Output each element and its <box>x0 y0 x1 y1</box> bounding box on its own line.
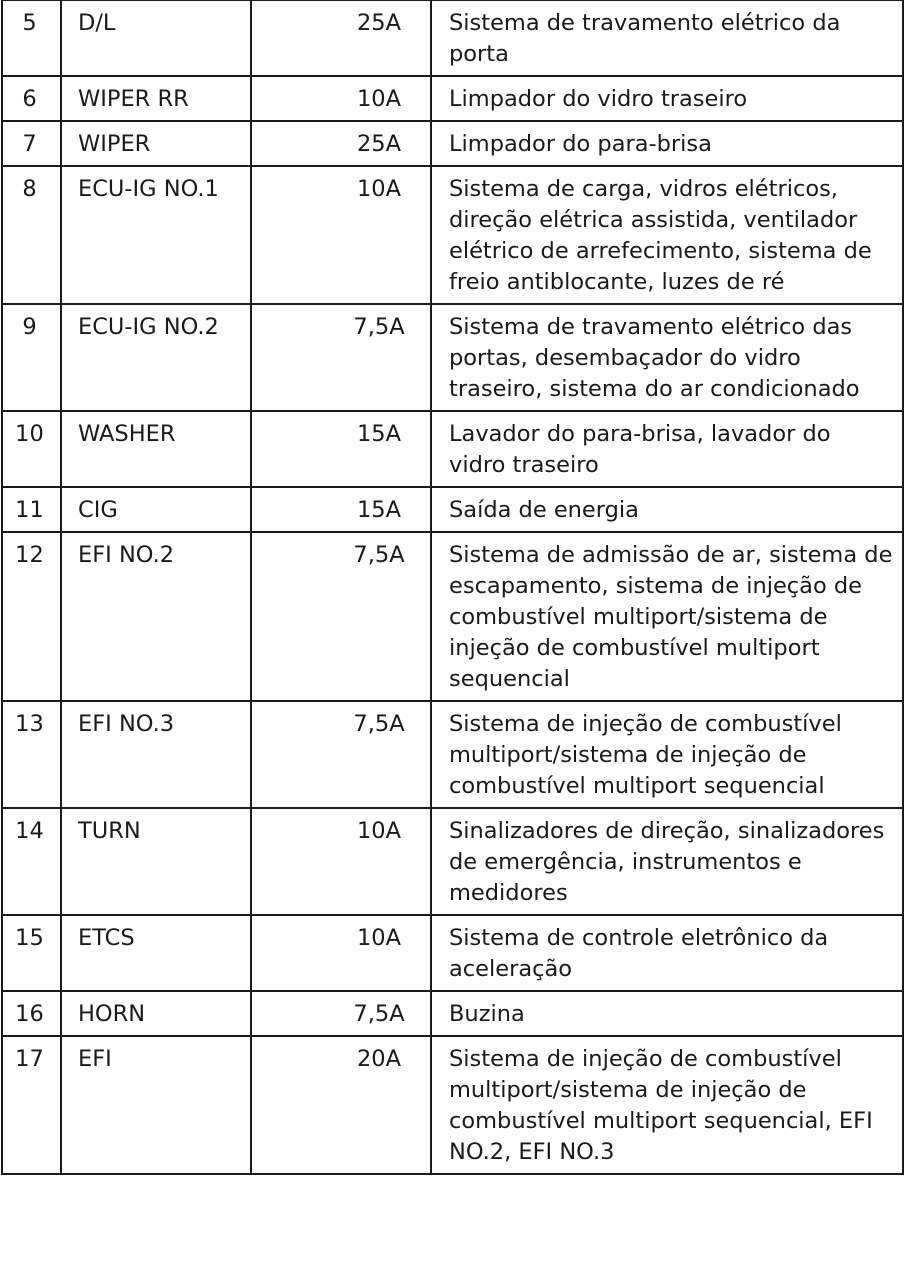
table-row <box>2 1036 903 1174</box>
fuse-amperage: 10A <box>251 76 431 121</box>
fuse-name: CIG <box>61 487 251 532</box>
fuse-amperage: 10A <box>251 808 431 915</box>
table-row <box>2 808 903 915</box>
fuse-name: EFI <box>61 1036 251 1174</box>
fuse-name: WIPER <box>61 121 251 166</box>
fuse-number: 13 <box>2 701 61 808</box>
fuse-amperage: 15A <box>251 411 431 487</box>
table-row <box>2 991 903 1036</box>
fuse-number: 16 <box>2 991 61 1036</box>
fuse-amperage: 10A <box>251 166 431 304</box>
table-row <box>2 166 903 304</box>
fuse-description: Saída de energia <box>431 487 903 532</box>
fuse-description: Sistema de travamento elétrico das portas, desembaçador do vidro traseiro, sistema do ar condicionado <box>431 304 903 411</box>
table-row <box>2 487 903 532</box>
fuse-description: Sistema de admissão de ar, sistema de escapamento, sistema de injeção de combustível multiport/sistema de injeção de combustível multiport sequencial <box>431 532 903 701</box>
fuse-name: D/L <box>61 0 251 76</box>
table-row <box>2 532 903 701</box>
table-row <box>2 915 903 991</box>
fuse-description: Sistema de carga, vidros elétricos, direção elétrica assistida, ventilador elétrico de arrefecimento, sistema de freio antiblocante, luzes de ré <box>431 166 903 304</box>
fuse-description: Buzina <box>431 991 903 1036</box>
fuse-description: Sistema de travamento elétrico da porta <box>431 0 903 76</box>
table-row <box>2 411 903 487</box>
table-row <box>2 701 903 808</box>
fuse-amperage: 20A <box>251 1036 431 1174</box>
fuse-amperage: 7,5A <box>251 991 431 1036</box>
fuse-number: 12 <box>2 532 61 701</box>
fuse-description: Lavador do para-brisa, lavador do vidro traseiro <box>431 411 903 487</box>
fuse-number: 14 <box>2 808 61 915</box>
fuse-amperage: 15A <box>251 487 431 532</box>
fuse-number: 17 <box>2 1036 61 1174</box>
fuse-name: EFI NO.3 <box>61 701 251 808</box>
fuse-name: ECU-IG NO.2 <box>61 304 251 411</box>
fuse-amperage: 7,5A <box>251 304 431 411</box>
table-row <box>2 76 903 121</box>
fuse-amperage: 25A <box>251 121 431 166</box>
fuse-name: WASHER <box>61 411 251 487</box>
fuse-number: 15 <box>2 915 61 991</box>
fuse-description: Sistema de injeção de combustível multiport/sistema de injeção de combustível multiport sequencial, EFI NO.2, EFI NO.3 <box>431 1036 903 1174</box>
fuse-name: ECU-IG NO.1 <box>61 166 251 304</box>
fuse-number: 11 <box>2 487 61 532</box>
fuse-amperage: 7,5A <box>251 532 431 701</box>
fuse-description: Sistema de injeção de combustível multiport/sistema de injeção de combustível multiport sequencial <box>431 701 903 808</box>
fuse-name: HORN <box>61 991 251 1036</box>
fuse-number: 9 <box>2 304 61 411</box>
fuse-name: ETCS <box>61 915 251 991</box>
table-row <box>2 304 903 411</box>
fuse-name: TURN <box>61 808 251 915</box>
fuse-number: 5 <box>2 0 61 76</box>
fuse-table <box>1 0 904 1175</box>
fuse-description: Limpador do vidro traseiro <box>431 76 903 121</box>
fuse-name: EFI NO.2 <box>61 532 251 701</box>
fuse-amperage: 25A <box>251 0 431 76</box>
table-row <box>2 121 903 166</box>
fuse-description: Sistema de controle eletrônico da aceleração <box>431 915 903 991</box>
fuse-amperage: 7,5A <box>251 701 431 808</box>
fuse-number: 7 <box>2 121 61 166</box>
fuse-number: 6 <box>2 76 61 121</box>
fuse-description: Sinalizadores de direção, sinalizadores de emergência, instrumentos e medidores <box>431 808 903 915</box>
fuse-number: 10 <box>2 411 61 487</box>
fuse-description: Limpador do para-brisa <box>431 121 903 166</box>
fuse-number: 8 <box>2 166 61 304</box>
fuse-name: WIPER RR <box>61 76 251 121</box>
fuse-amperage: 10A <box>251 915 431 991</box>
table-row <box>2 0 903 76</box>
